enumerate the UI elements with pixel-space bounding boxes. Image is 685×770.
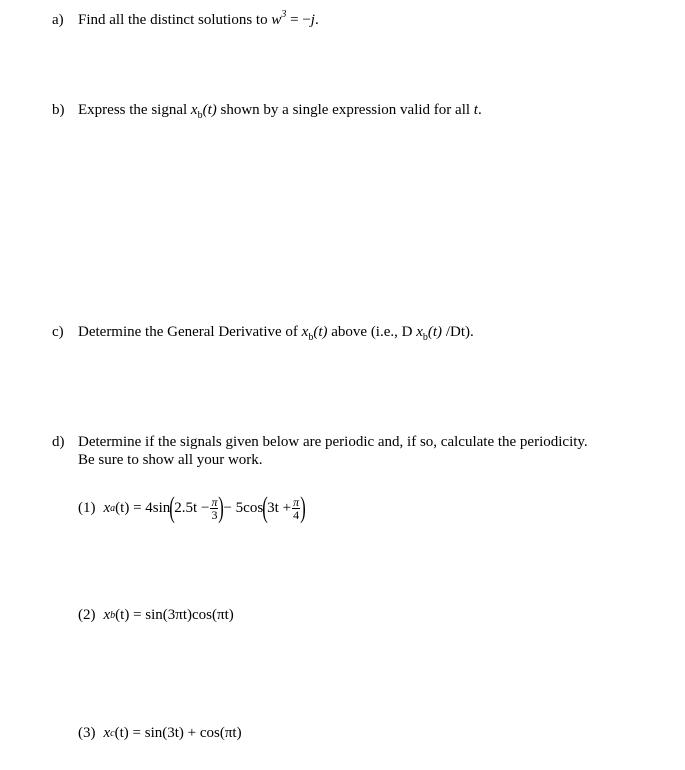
part-c-signal: x [301,324,309,340]
part-c-text-after: /Dt). [442,324,474,340]
equation-1 [78,488,305,528]
paren-close-2: ) [300,491,306,524]
part-d-line1 [52,433,588,451]
part-b-signal-sub: b [197,110,203,121]
equation-1-arg2: 3t + [267,499,292,516]
part-c [52,323,474,347]
part-c-arg: (t) [313,324,328,340]
equation-2-sub: b [110,609,116,621]
equation-2-rhs: (t) = sin(3πt)cos(πt) [115,606,234,623]
part-a-j: j [310,12,315,28]
paren-open-1: ( [169,491,176,524]
part-d-text-1: Determine if the signals given below are periodic and, if so, calculate the periodicity. [78,434,588,450]
part-a-label: a) [52,12,64,28]
equation-1-sub: a [110,502,116,514]
equation-1-mid: − 5cos [223,499,264,516]
part-c-arg2: (t) [427,324,443,340]
part-d-line2 [78,451,263,469]
paren-open-2: ( [262,491,268,524]
part-a-exp: 3 [281,9,287,20]
part-a-equals: = − [286,12,311,28]
equation-1-number: (1) [78,499,96,516]
fraction-1-den: 3 [211,507,218,522]
part-d-text-2: Be sure to show all your work. [78,452,263,468]
equation-3-sub: c [110,727,115,739]
part-b-label: b) [52,102,65,118]
fraction-pi-over-3 [210,496,218,521]
part-c-signal2-sub: b [422,332,428,343]
equation-1-var: x [103,499,111,516]
part-a-text: Find all the distinct solutions to [78,12,272,28]
part-b-text: Express the signal [78,102,191,118]
fraction-2-num: π [293,494,300,509]
equation-1-lhs: (t) = 4sin [115,499,171,516]
part-a [52,6,319,29]
equation-3-number: (3) [78,724,96,741]
fraction-pi-over-4 [292,496,300,521]
fraction-1-num: π [211,494,218,509]
part-c-text-mid: above (i.e., D [327,324,417,340]
part-b-arg: (t) [202,102,217,118]
equation-3 [78,722,242,744]
part-a-end: . [314,12,319,28]
fraction-2-den: 4 [293,507,300,522]
part-b-text-after: shown by a single expression valid for all [216,102,474,118]
part-b-t: t [473,102,478,118]
part-a-var: w [271,12,282,28]
part-b-signal: x [190,102,198,118]
equation-2-number: (2) [78,606,96,623]
equation-2-var: x [103,606,111,623]
equation-3-var: x [103,724,111,741]
part-c-label: c) [52,324,64,340]
paren-close-1: ) [218,491,225,524]
equation-3-rhs: (t) = sin(3t) + cos(πt) [114,724,242,741]
equation-2 [78,604,234,626]
part-b-end: . [477,102,482,118]
part-d-label: d) [52,434,65,450]
equation-1-arg1: 2.5t − [174,499,210,516]
part-c-text: Determine the General Derivative of [78,324,302,340]
part-c-signal-sub: b [308,332,314,343]
part-c-signal2: x [416,324,423,340]
part-b [52,101,482,125]
